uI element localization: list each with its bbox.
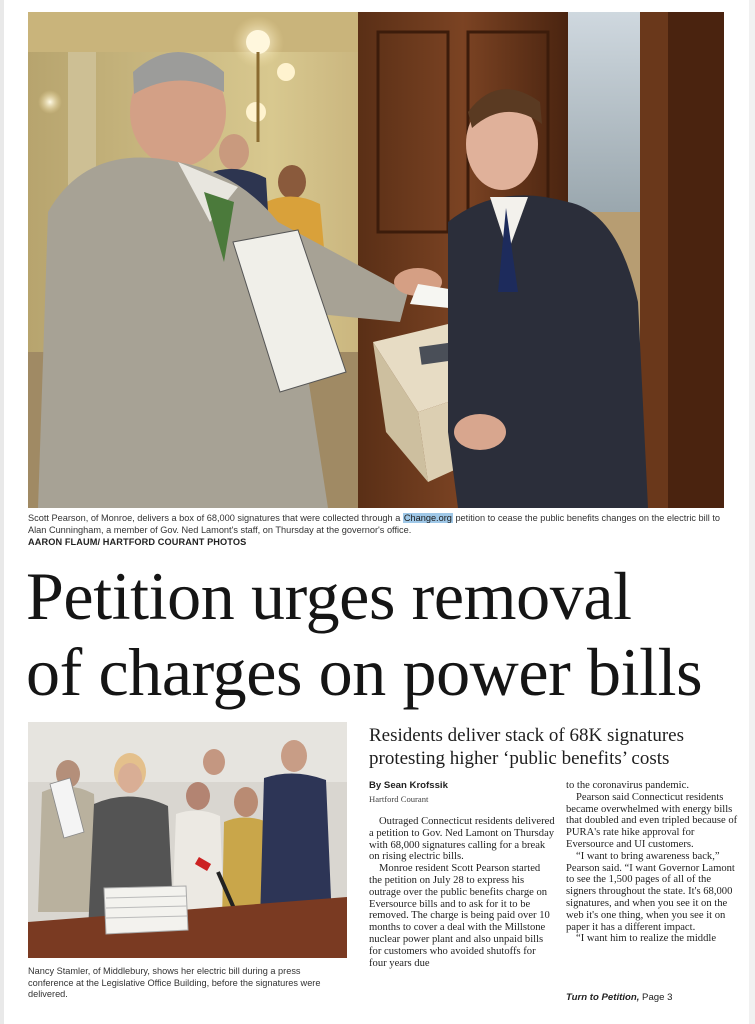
paragraph: to the coronavirus pandemic. xyxy=(566,780,689,791)
byline: By Sean Krofssik xyxy=(369,780,448,791)
jump-line[interactable] xyxy=(566,992,672,1003)
bottom-photo-caption: Nancy Stamler, of Middlebury, shows her electric bill during a press conference at the Legislative Office Building, before the signatures were delivered. xyxy=(28,966,321,999)
page-right-edge xyxy=(749,0,755,1024)
story-deck xyxy=(369,724,739,770)
deck-line-1: Residents deliver stack of 68K signatures xyxy=(369,725,685,746)
caption-text-cont: petition to cease the public benefits changes on the electric bill to Alan Cunningham, a member of Gov. Ned Lamont's staff, on Thursday at the governor's office. xyxy=(28,513,721,535)
headline-line-2: of charges on power bills xyxy=(26,634,703,710)
jump-page: Page 3 xyxy=(642,992,673,1003)
paragraph: Monroe resident Scott Pearson started the petition on July 28 to express his outrage over the public benefits charge on Eversource bills and to ask for it to be removed. The charge is being paid over 10 months to cover a deal with the Millstone nuclear power plant and also unpaid bills for customers who avoided shutoffs for four years due xyxy=(369,863,550,969)
page-headline xyxy=(26,558,736,710)
caption-text: Scott Pearson, of Monroe, delivers a box of 68,000 signatures that were collected through a xyxy=(28,513,403,523)
deck-line-2: protesting higher ‘public benefits’ costs xyxy=(369,748,670,769)
story-column-2 xyxy=(566,780,738,945)
headline-line-1: Petition urges removal xyxy=(26,558,632,634)
page-left-edge xyxy=(0,0,4,1024)
top-photo-caption xyxy=(28,513,728,536)
story-column-1 xyxy=(369,816,555,969)
bottom-photo xyxy=(28,722,347,958)
top-photo xyxy=(28,12,724,508)
change-org-link[interactable]: Change.org xyxy=(403,513,452,523)
paragraph: “I want him to realize the middle xyxy=(576,933,717,945)
paragraph: “I want to bring awareness back,” Pearson said. “I want Governor Lamont to see the 1,500 pages of all of the signers throughout the state. It's 68,000 signatures, and when you see it on the web it's one thing, when you see it on paper it has a different impact. xyxy=(566,850,735,933)
paragraph: Outraged Connecticut residents delivered a petition to Gov. Ned Lamont on Thursday with 68,000 signatures calling for a break on rising electric bills. xyxy=(369,816,555,863)
paragraph: Pearson said Connecticut residents became overwhelmed with energy bills that doubled and even tripled because of PURA's rate hike approval for Eversource and UI customers. xyxy=(566,791,738,850)
jump-label: Turn to Petition, xyxy=(566,992,640,1003)
photo-credit: AARON FLAUM/ HARTFORD COURANT PHOTOS xyxy=(28,537,247,547)
byline-affiliation: Hartford Courant xyxy=(369,794,429,804)
